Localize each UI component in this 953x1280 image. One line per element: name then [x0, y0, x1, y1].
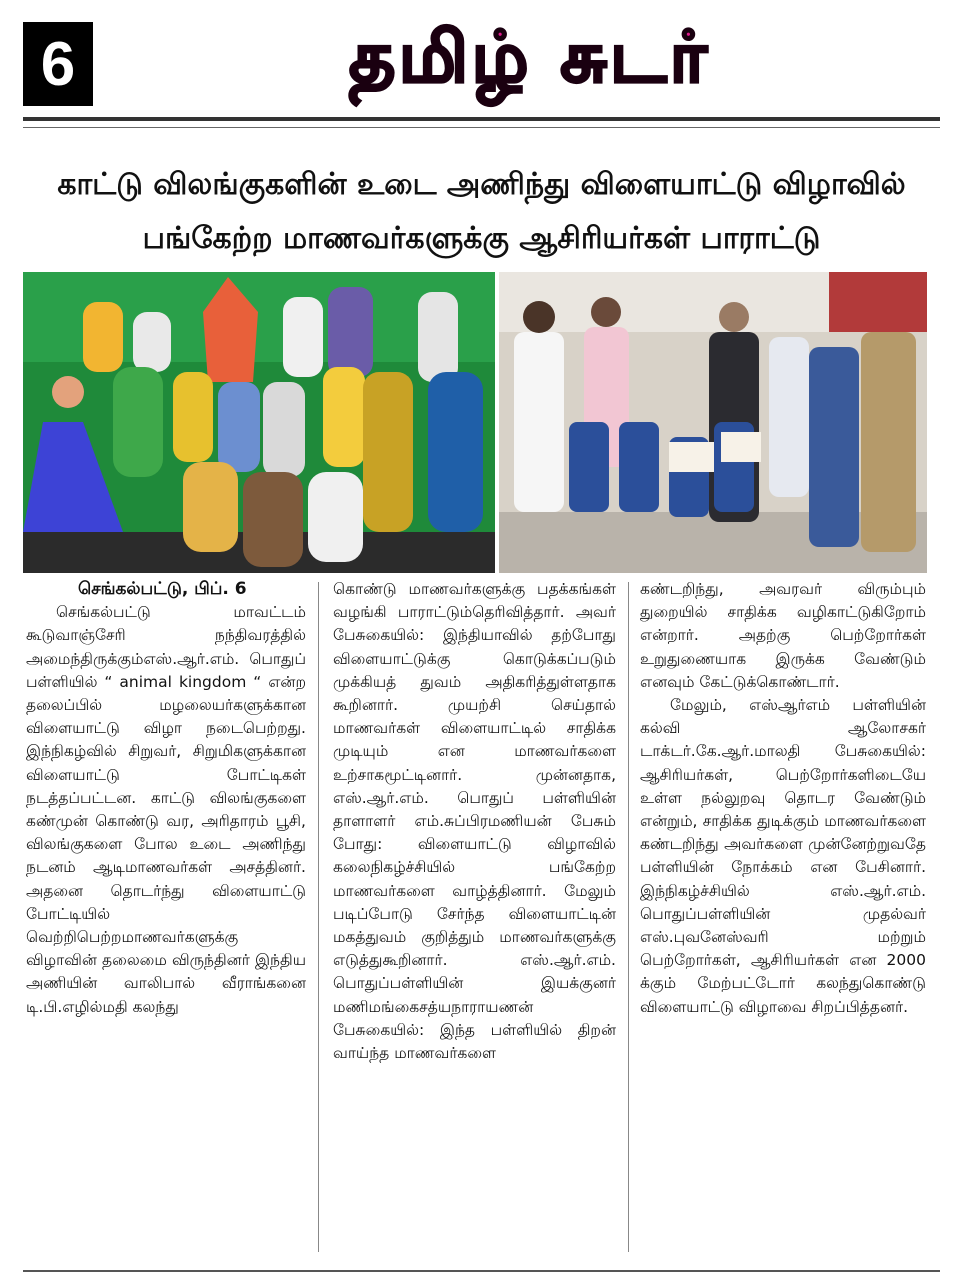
photo-children-costumes [23, 272, 495, 573]
page-number: 6 [23, 22, 93, 106]
headline-line-2: பங்கேற்ற மாணவர்களுக்கு ஆசிரியர்கள் பாராட்டு [142, 221, 821, 256]
headline-line-1: காட்டு விலங்குகளின் உடை அணிந்து விளையாட்டு விழாவில் [57, 167, 906, 202]
article-column-1 [26, 578, 306, 1019]
header-rule-thin [23, 127, 940, 128]
dateline: செங்கல்பட்டு, பிப். 6 [78, 579, 247, 599]
column-1-text: செங்கல்பட்டு மாவட்டம் கூடுவாஞ்சேரி நந்திவரத்தில் அமைந்திருக்கும்எஸ்.ஆர்.எம். பொதுப் பள்ளியில் “ animal kingdom “ என்ற தலைப்பில் மழலையர்களுக்கான விளையாட்டு விழா நடைபெற்றது. இந்நிகழ்வில் சிறுவர், சிறுமிகளுக்கான விளையாட்டு போட்டிகள் நடத்தப்பட்டன. காட்டு விலங்குகளை கண்முன் கொண்டு வர, அரிதாரம் பூசி, விலங்குகளை போல உடை அணிந்து நடனம் ஆடிமாணவர்கள் அசத்தினர். அதனை தொடர்ந்து விளையாட்டு போட்டியில் வெற்றிபெற்றமாணவர்களுக்கு விழாவின் தலைமை விருந்தினர் இந்திய அணியின் வாலிபால் வீராங்கனை டி.பி.எழில்மதி கலந்து [26, 603, 306, 1016]
column-3-text-a: கண்டறிந்து, அவரவர் விரும்பும் துறையில் சாதிக்க வழிகாட்டுகிறோம் என்றார். அதற்கு பெற்றோர்கள் உறுதுணையாக இருக்க வேண்டும் எனவும் கேட்டுக்கொண்டார். [640, 580, 926, 691]
column-2-text: கொண்டு மாணவர்களுக்கு பதக்கங்கள் வழங்கி பாராட்டும்தெரிவித்தார். அவர் பேசுகையில்: இந்தியாவில் தற்போது விளையாட்டுக்கு கொடுக்கப்படும் முக்கியத் துவம் அதிகரித்துள்ளதாக கூறினார். முயற்சி செய்தால் மாணவர்கள் விளையாட்டில் சாதிக்க முடியும் என மாணவர்களை உற்சாகமூட்டினார். முன்னதாக, எஸ்.ஆர்.எம். பொதுப் பள்ளியின் தாளாளர் எம்.சுப்பிரமணியன் பேசும் போது: விளையாட்டு விழாவில் கலைநிகழ்ச்சியில் பங்கேற்ற மாணவர்களை வாழ்த்தினார். மேலும் படிப்போடு சேர்ந்த விளையாட்டின் மகத்துவம் குறித்தும் மாணவர்களுக்கு எடுத்துகூறினார். எஸ்.ஆர்.எம். பொதுப்பள்ளியின் இயக்குனர் மணிமங்கைசத்யநாராயணன் பேசுகையில்: இந்த பள்ளியில் திறன் வாய்ந்த மாணவர்களை [333, 580, 616, 1063]
newspaper-masthead: தமிழ் சுடர் [349, 15, 711, 98]
article-column-3 [640, 578, 926, 1019]
article-headline [23, 158, 940, 266]
article-column-2 [333, 578, 616, 1065]
column-divider [628, 582, 629, 1252]
column-divider [318, 582, 319, 1252]
photo-award-ceremony [499, 272, 927, 573]
header-rule [23, 117, 940, 121]
footer-rule [23, 1270, 940, 1272]
column-3-text-b: மேலும், எஸ்ஆர்எம் பள்ளியின் கல்வி ஆலோசகர் டாக்டர்.கே.ஆர்.மாலதி பேசுகையில்: ஆசிரியர்கள், பெற்றோர்களிடையே உள்ள நல்லுறவு தொடர வேண்டும் என்றும், சாதிக்க துடிக்கும் மாணவர்களை கண்டறிந்து அவர்களை முன்னேற்றுவதே பள்ளியின் நோக்கம் என பேசினார். இந்நிகழ்ச்சியில் எஸ்.ஆர்.எம். பொதுப்பள்ளியின் முதல்வர் எஸ்.புவனேஸ்வரி மற்றும் பெற்றோர்கள், ஆசிரியர்கள் என 2000 க்கும் மேற்பட்டோர் கலந்துகொண்டு விளையாட்டு விழாவை சிறப்பித்தனர். [640, 696, 926, 1016]
